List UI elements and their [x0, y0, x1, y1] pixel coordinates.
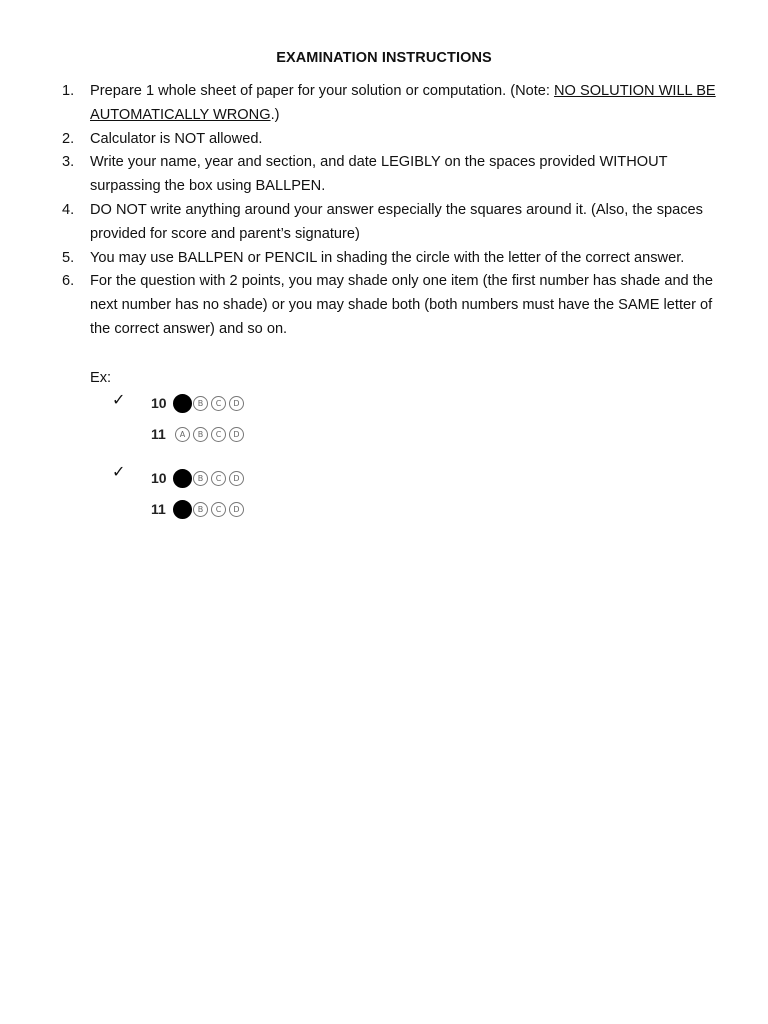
instruction-text: DO NOT write anything around your answer especially the squares around it. (Also, the spaces provided for score and parent’s signature): [90, 201, 703, 242]
instruction-number: 3.: [62, 154, 75, 171]
instruction-list: [62, 80, 722, 342]
answer-bubble: B: [193, 396, 208, 411]
answer-bubble: A: [175, 427, 190, 442]
instruction-number: 6.: [62, 273, 75, 290]
question-number: 10: [151, 470, 167, 486]
check-mark-icon: ✓: [112, 392, 126, 409]
answer-bubble: C: [211, 502, 226, 517]
answer-bubble: C: [211, 427, 226, 442]
instruction-item-4: [62, 199, 722, 247]
instruction-text-part: Prepare 1 whole sheet of paper for your solution or computation. (Note:: [90, 83, 555, 99]
answer-bubble: C: [211, 471, 226, 486]
instruction-text: Write your name, year and section, and date LEGIBLY on the spaces provided WITHOUT surpassing the box using BALLPEN.: [90, 154, 668, 195]
example-label: Ex:: [90, 370, 112, 386]
answer-row: [151, 467, 247, 489]
answer-bubble: D: [229, 502, 244, 517]
instruction-text: [90, 80, 722, 128]
answer-bubble: B: [193, 471, 208, 486]
question-number: 11: [151, 426, 166, 442]
answer-bubble: D: [229, 471, 244, 486]
check-mark-icon: ✓: [112, 464, 126, 481]
instruction-number: 1.: [62, 83, 75, 99]
page-title: EXAMINATION INSTRUCTIONS: [276, 50, 492, 66]
answer-row: [151, 498, 247, 520]
instruction-number: 2.: [62, 130, 75, 147]
instruction-item-5: [62, 247, 722, 271]
answer-bubble: C: [211, 396, 226, 411]
underlined-warning: NO SOLUTION WILL BE AUTOMATICALLY WRONG: [90, 83, 716, 123]
answer-bubble: D: [229, 396, 244, 411]
question-number: 10: [151, 395, 167, 411]
answer-bubble: B: [193, 502, 208, 517]
answer-bubble-shaded: A: [173, 394, 192, 413]
answer-bubble-shaded: A: [173, 469, 192, 488]
instruction-text: You may use BALLPEN or PENCIL in shading the circle with the letter of the correct answer.: [90, 249, 685, 266]
instruction-item-6: [62, 270, 722, 341]
instruction-number: 5.: [62, 249, 75, 266]
instruction-text: Calculator is NOT allowed.: [90, 130, 263, 147]
instruction-text: For the question with 2 points, you may shade only one item (the first number has shade and the next number has no shade) or you may shade both (both numbers must have the SAME letter of the correct answer) and so on.: [90, 273, 714, 337]
answer-row: [151, 423, 247, 445]
question-number: 11: [151, 501, 166, 517]
instruction-text-part: .): [270, 106, 280, 123]
instruction-item-2: [62, 128, 722, 152]
instruction-item-3: [62, 151, 722, 199]
instruction-item-1: [62, 80, 722, 128]
answer-row: [151, 392, 247, 414]
instruction-number: 4.: [62, 201, 75, 218]
answer-bubble-shaded: A: [173, 500, 192, 519]
answer-bubble: B: [193, 427, 208, 442]
answer-bubble: D: [229, 427, 244, 442]
